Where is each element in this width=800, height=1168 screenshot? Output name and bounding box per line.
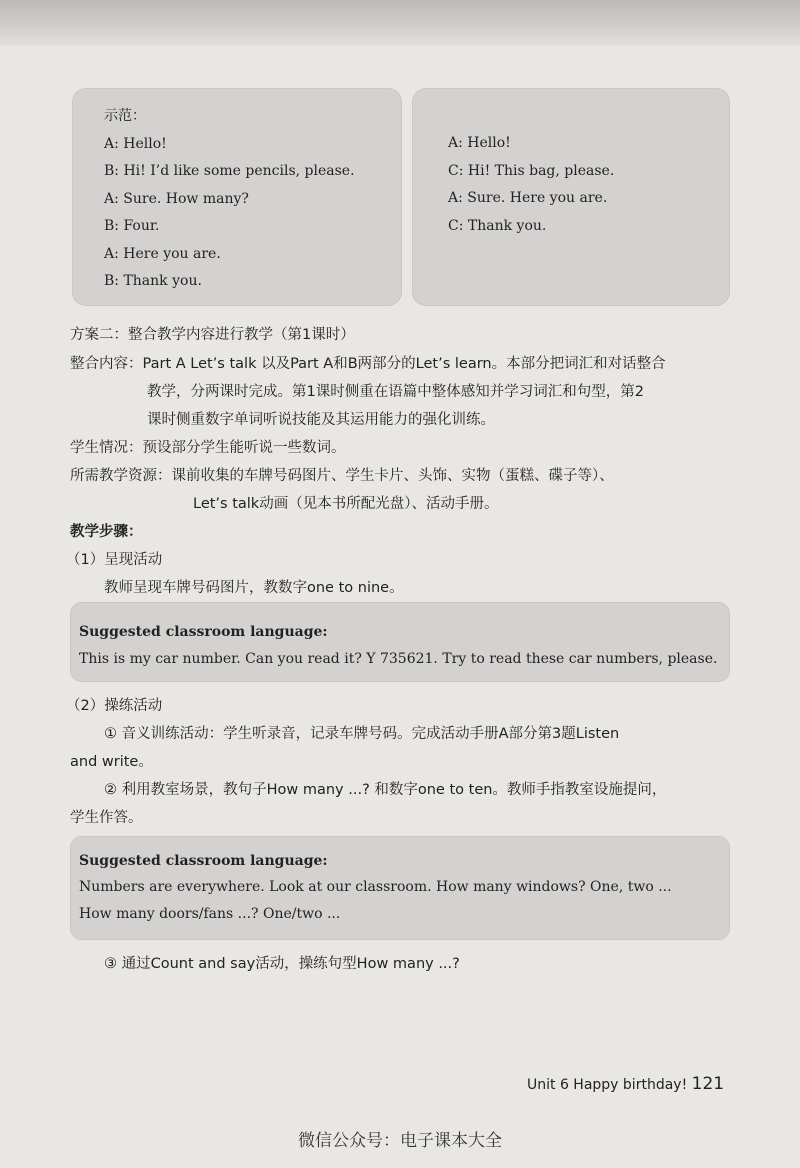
suggested-text: How many doors/fans ...? One/two ...: [79, 906, 341, 922]
steps-heading: 教学步骤：: [70, 524, 143, 540]
content-line: 教学，分两课时完成。第1课时侧重在语篇中整体感知并学习词汇和句型，第2: [147, 384, 644, 400]
example-title: 示范：: [104, 108, 146, 124]
page-number: 121: [691, 1074, 725, 1094]
example-dialog-right: [412, 88, 730, 306]
step1-title: （1）呈现活动: [66, 552, 163, 568]
dialog-line: B: Thank you.: [104, 273, 202, 289]
suggested-heading: Suggested classroom language:: [79, 624, 328, 640]
example-dialog-left: [72, 88, 402, 306]
dialog-line: A: Hello!: [448, 135, 511, 151]
dialog-line: A: Sure. How many?: [104, 190, 249, 207]
step3-text: ③ 通过Count and say活动，操练句型How many ...?: [104, 956, 460, 972]
content-line: 课时侧重数字单词听说技能及其运用能力的强化训练。: [147, 412, 495, 428]
dialog-line: B: Hi! I’d like some pencils, please.: [104, 163, 355, 179]
suggested-text: Numbers are everywhere. Look at our classroom. How many windows? One, two ...: [79, 879, 672, 895]
suggested-text: This is my car number. Can you read it? Y 735621. Try to read these car numbers, please.: [79, 651, 718, 667]
resources-line: 所需教学资源：课前收集的车牌号码图片、学生卡片、头饰、实物（蛋糕、碟子等）、: [70, 468, 614, 484]
dialog-line: A: Hello!: [104, 135, 167, 152]
step2-item: and write。: [70, 754, 153, 770]
content-line: 整合内容：Part A Let’s talk 以及Part A和B两部分的Let’s learn。本部分把词汇和对话整合: [70, 356, 666, 372]
page-top-decoration: [0, 0, 800, 46]
resources-line: Let’s talk动画（见本书所配光盘）、活动手册。: [193, 496, 499, 512]
dialog-line: B: Four.: [104, 218, 160, 234]
step1-text: 教师呈现车牌号码图片，教数字one to nine。: [104, 580, 404, 596]
dialog-line: C: Hi! This bag, please.: [448, 162, 615, 179]
step2-item: ① 音义训练活动：学生听录音，记录车牌号码。完成活动手册A部分第3题Listen: [104, 726, 620, 742]
watermark-text: 微信公众号：电子课本大全: [298, 1131, 502, 1151]
step2-item: 学生作答。: [70, 810, 143, 826]
dialog-line: A: Sure. Here you are.: [448, 190, 608, 206]
dialog-line: C: Thank you.: [448, 217, 547, 234]
suggested-language-box: [70, 836, 730, 940]
unit-title: Unit 6 Happy birthday!: [527, 1077, 688, 1093]
students-line: 学生情况：预设部分学生能听说一些数词。: [70, 440, 346, 456]
step2-title: （2）操练活动: [66, 698, 163, 714]
suggested-language-box: [70, 602, 730, 682]
suggested-heading: Suggested classroom language:: [79, 853, 328, 869]
step2-item: ② 利用教室场景，教句子How many ...? 和数字one to ten。教师手指教室设施提问，: [104, 782, 667, 798]
page-footer: [527, 1074, 724, 1094]
dialog-line: A: Here you are.: [104, 245, 221, 262]
plan-heading: 方案二：整合教学内容进行教学（第1课时）: [70, 327, 355, 343]
